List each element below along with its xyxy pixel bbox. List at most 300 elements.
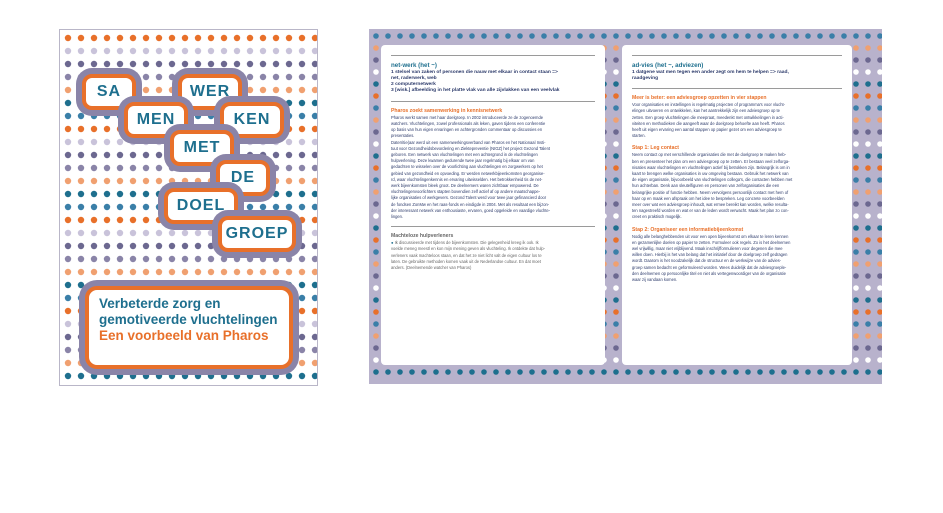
body-line: geboren. Een netwerk van vluchtelingen met een achtergrond in de vluchtelingen <box>391 152 538 157</box>
body-line: den deelnemen op persoonlijke titel en niet als vertegenwoordiger van de organisatie <box>632 270 786 276</box>
pattern-dot <box>841 369 847 375</box>
pattern-dot <box>613 213 619 219</box>
pattern-dot <box>865 237 871 243</box>
pattern-dot <box>409 33 415 39</box>
pattern-dot <box>865 333 871 339</box>
pattern-dot <box>853 201 859 207</box>
pattern-dot <box>613 129 619 135</box>
section-body <box>632 234 842 284</box>
pattern-dot <box>373 297 379 303</box>
right-page <box>622 45 852 365</box>
pattern-dot <box>445 369 451 375</box>
body-line: ben en presenteer het plan om een adviesgroep op te zetten. Er bestaan veel zelforga- <box>632 158 790 164</box>
pattern-dot <box>613 309 619 315</box>
pattern-dot <box>637 369 643 375</box>
pattern-dot <box>625 33 631 39</box>
pattern-dot <box>853 225 859 231</box>
pattern-dot <box>853 105 859 111</box>
pattern-dot <box>457 33 463 39</box>
pattern-dot <box>877 213 882 219</box>
body-line: elingen uitvoeren en ontwikkelen, kan het aantrekkelijk zijn een adviesgroep op te <box>632 108 780 114</box>
pattern-dot <box>853 69 859 75</box>
pattern-dot <box>769 33 775 39</box>
pattern-dot <box>613 249 619 255</box>
pattern-dot <box>865 45 871 51</box>
pattern-dot <box>865 285 871 291</box>
pattern-dot <box>793 33 799 39</box>
pattern-dot <box>373 237 379 243</box>
pattern-dot <box>433 369 439 375</box>
body-line: der interessant netwerk van enthousiaste, ervaren, goed opgeleide en vaardige vluchte- <box>391 207 551 213</box>
pattern-dot <box>409 369 415 375</box>
pattern-dot <box>469 369 475 375</box>
pattern-dot <box>877 309 882 315</box>
def-line: raadgeving <box>632 75 659 81</box>
pattern-dot <box>481 33 487 39</box>
pattern-dot <box>721 33 727 39</box>
pattern-dot <box>877 261 882 267</box>
pattern-dot <box>745 369 751 375</box>
pattern-dot <box>853 273 859 279</box>
pattern-dot <box>373 285 379 291</box>
section-heading: Machteloze hulpverleners <box>391 233 454 240</box>
body-line: hulpverlening. Deze kwamen gedurende twee jaar regelmatig bij elkaar om van <box>391 158 535 164</box>
pattern-dot <box>373 201 379 207</box>
pattern-dot <box>817 369 823 375</box>
body-line: zetten. Een groep vluchtelingen die meepraat, meedenkt met ontwikkelingen in acti- <box>632 114 784 120</box>
pattern-dot <box>865 69 871 75</box>
pattern-dot <box>673 33 679 39</box>
pattern-dot <box>709 369 715 375</box>
pattern-dot <box>877 273 882 279</box>
pattern-dot <box>649 33 655 39</box>
definition-netwerk: net-werk (het ~) <box>391 62 437 69</box>
pattern-dot <box>613 189 619 195</box>
pattern-dot <box>613 93 619 99</box>
body-line: waar zij vandaan komen. <box>632 277 678 283</box>
pattern-dot <box>853 153 859 159</box>
pattern-dot <box>829 369 835 375</box>
pattern-dot <box>793 369 799 375</box>
pattern-dot <box>877 117 882 123</box>
pattern-dot <box>577 33 583 39</box>
pattern-dot <box>865 297 871 303</box>
pattern-dot <box>853 117 859 123</box>
pattern-dot <box>877 57 882 63</box>
pattern-dot <box>613 285 619 291</box>
pattern-dot <box>865 93 871 99</box>
pattern-dot <box>805 33 811 39</box>
section-body <box>391 115 595 220</box>
pattern-dot <box>613 153 619 159</box>
body-line: creet en praktisch mogelijk. <box>632 214 682 220</box>
pattern-dot <box>697 369 703 375</box>
body-line: lingen. <box>391 214 404 220</box>
pattern-dot <box>373 309 379 315</box>
pattern-dot <box>373 69 379 75</box>
pattern-dot <box>877 357 882 363</box>
pattern-dot <box>661 369 667 375</box>
left-page <box>381 45 605 365</box>
pattern-dot <box>613 261 619 267</box>
body-line: op basis van hun eigen ervaringen en achtergronden commentaar op discussies en <box>391 127 543 133</box>
body-line: werk bijeenkomsten bleek groot. De deelnemers waren zichtbaar empowered. De <box>391 183 539 189</box>
pattern-dot <box>853 333 859 339</box>
def-line: net, raderwerk, web <box>391 75 437 81</box>
pattern-dot <box>745 33 751 39</box>
pattern-dot <box>853 309 859 315</box>
pattern-dot <box>865 165 871 171</box>
pattern-dot <box>865 345 871 351</box>
pattern-dot <box>649 369 655 375</box>
body-line: anders. (Deelnemende watcher van Pharos) <box>391 265 472 271</box>
pattern-dot <box>865 153 871 159</box>
pattern-dot <box>853 285 859 291</box>
pattern-dot <box>865 33 871 39</box>
pattern-dot <box>853 93 859 99</box>
pattern-dot <box>853 369 859 375</box>
quote-body <box>391 240 595 271</box>
pattern-dot <box>385 369 391 375</box>
slogan-line-2: gemotiveerde vluchtelingen <box>99 312 278 327</box>
book-spread <box>369 29 882 384</box>
pattern-dot <box>877 177 882 183</box>
section-body <box>632 152 842 220</box>
pattern-dot <box>373 273 379 279</box>
body-line: haar op en maak een afspraak om het idee te bespreken. Leg concrete voorbeelden <box>632 195 785 201</box>
pattern-dot <box>757 33 763 39</box>
pattern-dot <box>769 369 775 375</box>
body-line: vluchtelingenvoorlichters stapten bovendien zelf actief af op andere maatschappe- <box>391 189 541 195</box>
pattern-dot <box>601 369 607 375</box>
pattern-dot <box>661 33 667 39</box>
pattern-dot <box>853 261 859 267</box>
definition-advies: ad-vies (het ~, adviezen) <box>632 62 704 69</box>
section-rule <box>391 226 595 227</box>
pattern-dot <box>877 141 882 147</box>
pattern-dot <box>373 153 379 159</box>
pattern-dot <box>589 369 595 375</box>
pattern-dot <box>685 369 691 375</box>
body-line: belangrijke positie of functie hebben. Neem vervolgens persoonlijk contact met hem of <box>632 189 789 195</box>
pattern-dot <box>877 33 882 39</box>
pattern-dot <box>853 45 859 51</box>
section-heading: Pharos zoekt samenwerking in kennisnetwerk <box>391 107 503 114</box>
body-line: tuut voor Gezondheidsbevordering en Ziektepreventie (NIGZ) het project Gezond Talent <box>391 145 550 151</box>
pattern-dot <box>565 369 571 375</box>
body-line: Daterritie(aar werd uit een samenwerkingsverband van Pharos en het Nationaal Insti- <box>391 139 546 145</box>
pattern-dot <box>865 309 871 315</box>
pattern-dot <box>481 369 487 375</box>
pattern-dot <box>505 369 511 375</box>
body-line: presentaties. <box>391 133 415 139</box>
cover-word-doel: DOEL <box>164 188 238 224</box>
pattern-dot <box>373 357 379 363</box>
body-line: viteiten en methodieken die aangeeft waar de doelgroep behoefte aan heeft. Pharos <box>632 120 785 126</box>
cover-word-men: MEN <box>124 102 188 138</box>
pattern-dot <box>553 369 559 375</box>
pattern-dot <box>877 105 882 111</box>
def-line: 1 datgene wat men tegen een ander zegt om hem te helpen => raad, <box>632 69 789 75</box>
pattern-dot <box>613 33 619 39</box>
body-line: willen doen. Hierbij is het van belang dat het initiatief door de doelgroep zelf gedragen <box>632 252 788 258</box>
pattern-dot <box>865 201 871 207</box>
pattern-dot <box>373 321 379 327</box>
body-line: de eigen organisatie, bijvoorbeeld van vluchtelingen collega's, die contacten hebben met <box>632 177 793 183</box>
pattern-dot <box>613 321 619 327</box>
pattern-dot <box>373 249 379 255</box>
pattern-dot <box>853 321 859 327</box>
pattern-dot <box>625 369 631 375</box>
pattern-dot <box>517 369 523 375</box>
cover-word-sa: SA <box>82 74 136 110</box>
body-line: groep samen bedacht en geformuleerd worden. Wees duidelijk dat de adviesgroeple- <box>632 264 787 270</box>
pattern-dot <box>817 33 823 39</box>
pattern-dot <box>613 165 619 171</box>
pattern-dot <box>853 57 859 63</box>
definition-lines <box>632 70 842 83</box>
pattern-dot <box>373 189 379 195</box>
body-line: wordt. Daarom is het noodzakelijk dat de structuur en de werkwijze van de advies- <box>632 258 782 264</box>
body-line: de fondsen ZonMw en het raas-fonds en eindigde in 2004. Met als resultaat een bijzon- <box>391 201 550 207</box>
pattern-dot <box>589 33 595 39</box>
pattern-dot <box>373 33 379 39</box>
pattern-dot <box>721 369 727 375</box>
pattern-dot <box>613 345 619 351</box>
pattern-dot <box>805 369 811 375</box>
pattern-dot <box>421 369 427 375</box>
pattern-dot <box>373 117 379 123</box>
pattern-dot <box>397 33 403 39</box>
pattern-dot <box>373 105 379 111</box>
pattern-dot <box>373 165 379 171</box>
pattern-dot <box>865 357 871 363</box>
pattern-dot <box>433 33 439 39</box>
pattern-dot <box>733 369 739 375</box>
body-line: ten nagestreefd worden en wat er van de leden wordt verwacht. Maak het plan zo con- <box>632 208 789 214</box>
pattern-dot <box>373 261 379 267</box>
pattern-dot <box>853 249 859 255</box>
pattern-dot <box>373 369 379 375</box>
pattern-dot <box>613 69 619 75</box>
section-rule <box>632 88 842 89</box>
pattern-dot <box>373 93 379 99</box>
pattern-dot <box>853 237 859 243</box>
pattern-dot <box>877 93 882 99</box>
pattern-dot <box>577 369 583 375</box>
section-body <box>632 102 842 139</box>
pattern-dot <box>853 297 859 303</box>
pattern-dot <box>877 165 882 171</box>
pattern-dot <box>709 33 715 39</box>
section-rule <box>391 101 595 102</box>
pattern-dot <box>781 369 787 375</box>
pattern-dot <box>865 189 871 195</box>
pattern-dot <box>697 33 703 39</box>
pattern-dot <box>613 45 619 51</box>
pattern-dot <box>877 189 882 195</box>
def-line: 2 computernetwerk <box>391 82 436 88</box>
pattern-dot <box>853 357 859 363</box>
body-line: ● Ik discussieerde met tijdens de bijeenkomsten. Die gelegenheid kreeg ik ook. Ik <box>391 240 539 246</box>
pattern-dot <box>865 117 871 123</box>
pattern-dot <box>853 81 859 87</box>
pattern-dot <box>673 369 679 375</box>
pattern-dot <box>877 81 882 87</box>
pattern-dot <box>457 369 463 375</box>
body-line: lijke organisaties of werkgevers. Gezond Talent werd voor twee jaar gefinancierd door <box>391 195 547 201</box>
definition-lines <box>391 70 595 95</box>
top-rule <box>632 55 842 56</box>
pattern-dot <box>445 33 451 39</box>
pattern-dot <box>757 369 763 375</box>
pattern-dot <box>601 33 607 39</box>
body-line: hun achterban. Denk aan sleutelfiguren en personen van zelforganisaties die een <box>632 183 780 189</box>
section-heading: Stap 1: Leg contact <box>632 145 679 152</box>
pattern-dot <box>613 357 619 363</box>
pattern-dot <box>505 33 511 39</box>
pattern-dot <box>469 33 475 39</box>
pattern-dot <box>613 333 619 339</box>
slogan-line-3: Een voorbeeld van Pharos <box>99 328 269 343</box>
pattern-dot <box>613 273 619 279</box>
body-line: gebied van gezondheid en opvoeding. Er werden netwerkbijeenkomsten georganise- <box>391 170 545 176</box>
pattern-dot <box>613 297 619 303</box>
pattern-dot <box>373 141 379 147</box>
body-line: voelde meneg meestl en kon mijn mening geven als vluchteling. Ik ontdekte dat hulp- <box>391 246 546 252</box>
body-line: wel vrijwillig, maar niet vrijblijvend. Maak inschrijfformulieren voor degenen die mee <box>632 246 783 252</box>
pattern-dot <box>877 369 882 375</box>
pattern-dot <box>373 225 379 231</box>
cover-word-ken: KEN <box>220 102 284 138</box>
pattern-dot <box>877 345 882 351</box>
pattern-dot <box>865 57 871 63</box>
pattern-dot <box>865 141 871 147</box>
pattern-dot <box>865 273 871 279</box>
pattern-dot <box>613 117 619 123</box>
pattern-dot <box>877 333 882 339</box>
pattern-dot <box>637 33 643 39</box>
pattern-dot <box>877 237 882 243</box>
pattern-dot <box>877 69 882 75</box>
pattern-dot <box>613 177 619 183</box>
pattern-dot <box>853 177 859 183</box>
pattern-dot <box>553 33 559 39</box>
cover-word-wer: WER <box>178 74 242 110</box>
cover-word-de: DE <box>216 160 270 196</box>
pattern-dot <box>853 189 859 195</box>
pattern-dot <box>877 129 882 135</box>
pattern-dot <box>877 285 882 291</box>
pattern-dot <box>853 129 859 135</box>
pattern-dot <box>877 153 882 159</box>
pattern-dot <box>877 225 882 231</box>
body-line: en gezamenlijke doelen op papier te zetten. Formuleer ook regels. Zo is het deelnemen <box>632 239 791 245</box>
body-line: kaart te brengen welke organisaties in uw omgeving bestaan. Gebruik het netwerk van <box>632 171 789 177</box>
pattern-dot <box>853 213 859 219</box>
pattern-dot <box>853 165 859 171</box>
pattern-dot <box>733 33 739 39</box>
pattern-dot <box>841 33 847 39</box>
pattern-dot <box>385 33 391 39</box>
pattern-dot <box>613 81 619 87</box>
body-line: heeft uit eigen ervaring een aantal stappen op papier gezet om een adviesgroep te <box>632 127 782 132</box>
pattern-dot <box>613 201 619 207</box>
pattern-dot <box>613 57 619 63</box>
body-line: laten. De gebruikte methoden komen vaak uit de Nederlandse cultuur. En dat moet <box>391 258 541 264</box>
bullet-icon: ● <box>391 240 395 246</box>
body-line: watchers. Vluchtelingen, zowel professionals als leken, gaven tijdens een conferentie <box>391 120 546 126</box>
pattern-dot <box>865 321 871 327</box>
pattern-dot <box>853 141 859 147</box>
pattern-dot <box>877 321 882 327</box>
book-cover <box>59 29 318 386</box>
body-line: gedachten te wisselen over de voorlichting aan vluchtelingen en zorgwerkers op het <box>391 164 543 170</box>
pattern-dot <box>373 57 379 63</box>
pattern-dot <box>565 33 571 39</box>
pattern-dot <box>373 177 379 183</box>
pattern-dot <box>613 105 619 111</box>
pattern-dot <box>865 129 871 135</box>
pattern-dot <box>877 297 882 303</box>
pattern-dot <box>493 369 499 375</box>
pattern-dot <box>865 225 871 231</box>
body-line: nisaties waar vluchtelingen en vluchtelingen actief bij betrokken zijn. Belangrijk is om in <box>632 164 790 170</box>
pattern-dot <box>421 33 427 39</box>
slogan-line-1: Verbeterde zorg en <box>99 296 221 311</box>
pattern-dot <box>373 345 379 351</box>
pattern-dot <box>373 213 379 219</box>
pattern-dot <box>865 369 871 375</box>
section-heading: Stap 2: Organiseer een informatiebijeenkomst <box>632 226 744 233</box>
top-rule <box>391 55 595 56</box>
pattern-dot <box>865 213 871 219</box>
def-line: 1 stelsel van zaken of personen die nauw met elkaar in contact staan => <box>391 69 558 75</box>
pattern-dot <box>829 33 835 39</box>
pattern-dot <box>781 33 787 39</box>
pattern-dot <box>373 129 379 135</box>
pattern-dot <box>517 33 523 39</box>
pattern-dot <box>865 105 871 111</box>
pattern-dot <box>541 33 547 39</box>
pattern-dot <box>373 81 379 87</box>
pattern-dot <box>613 141 619 147</box>
pattern-dot <box>541 369 547 375</box>
pattern-dot <box>613 237 619 243</box>
pattern-dot <box>493 33 499 39</box>
pattern-dot <box>877 249 882 255</box>
body-line: verleners vaak machteloos staan, en dat het ze niet licht valt de eigen cultuur los te <box>391 252 542 258</box>
body-line: Nodig alle belanghebbenden uit voor een open bijeenkomst om elkaar te leren kennen <box>632 233 789 239</box>
pattern-dot <box>853 345 859 351</box>
pattern-dot <box>373 45 379 51</box>
pattern-dot <box>685 33 691 39</box>
def-line: 3 [wisk.] afbeelding in het platte vlak van alle zijvlakken van een veelvlak <box>391 88 560 94</box>
body-line: Voor organisaties en instellingen is regelmatig projecten of programma's voor vlucht- <box>632 102 786 108</box>
cover-word-met: MET <box>170 130 234 166</box>
pattern-dot <box>853 33 859 39</box>
cover-word-groep: GROEP <box>218 216 296 252</box>
body-line: rd, waar vluchtelingenkennis en ervaring uitwisselden. Het betrokkenheid tis de net- <box>391 176 543 182</box>
pattern-dot <box>865 249 871 255</box>
pattern-dot <box>865 81 871 87</box>
body-line: starten. <box>632 133 646 139</box>
pattern-dot <box>877 45 882 51</box>
pattern-dot <box>865 177 871 183</box>
body-line: meer over wat een adviesgroep inhoudt, wat ermee bereikt kan worden, welke resulta- <box>632 202 789 208</box>
pattern-dot <box>397 369 403 375</box>
body-line: Pharos werkt samen met haar doelgroep. In 2002 introduceerde ze de zogenoemde <box>391 114 544 120</box>
